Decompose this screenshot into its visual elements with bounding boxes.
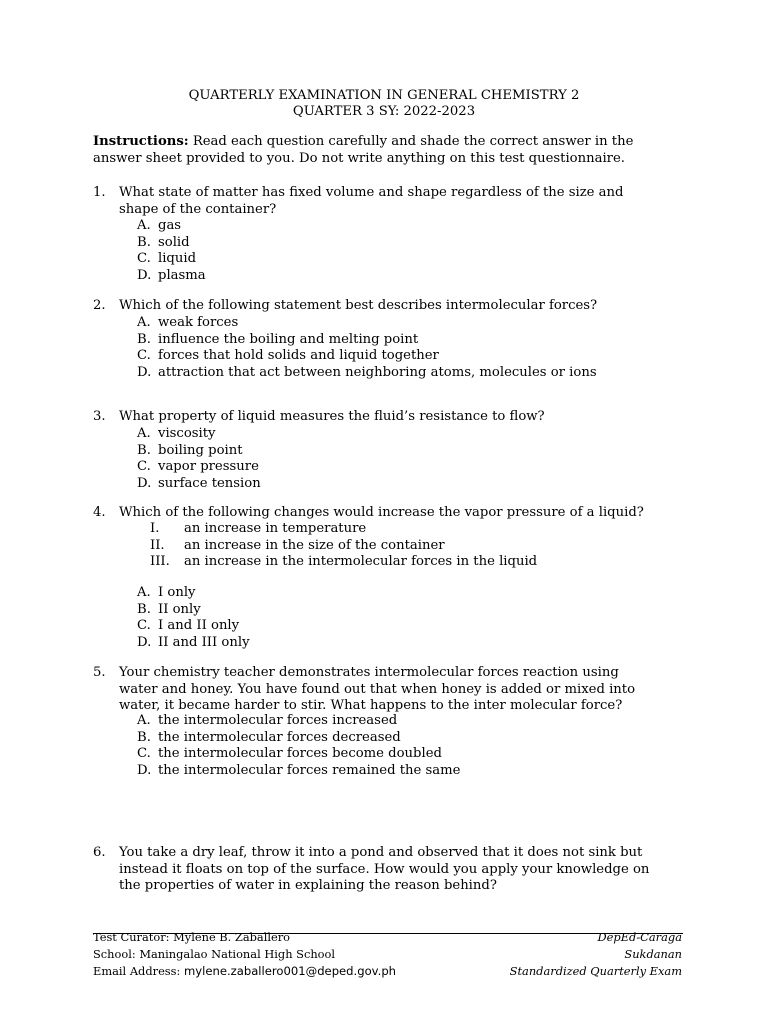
question-number: 1.: [93, 185, 106, 200]
footer-school: School: Maningalao National High School: [93, 947, 336, 961]
question-number: 3.: [93, 409, 106, 424]
exam-title: QUARTERLY EXAMINATION IN GENERAL CHEMISTRY 2: [188, 88, 580, 103]
option: B. boiling point: [137, 442, 243, 458]
question-text: What state of matter has fixed volume and shape regardless of the size and shape of the container?: [119, 185, 624, 217]
instructions: [93, 134, 663, 167]
option: C. forces that hold solids and liquid together: [137, 348, 439, 363]
footer-exam-type: Standardized Quarterly Exam: [509, 964, 682, 978]
question-options: [137, 713, 657, 779]
question-number: 5.: [93, 665, 106, 680]
option: A. I only: [137, 585, 196, 600]
question-text: Which of the following statement best describes intermolecular forces?: [119, 298, 598, 313]
question-text: You take a dry leaf, throw it into a pond and observed that it does not sink but instead it floats on top of the surface. How would you apply your knowledge on the properties of water in explaining the reason behind?: [119, 845, 650, 893]
option: A. viscosity: [137, 426, 216, 441]
footer-curator: Test Curator: Mylene B. Zaballero: [93, 930, 291, 944]
roman-list: [150, 521, 650, 571]
exam-quarter: QUARTER 3 SY: 2022-2023: [292, 104, 476, 119]
footer-email-label: Email Address:: [93, 964, 184, 978]
option: A. the intermolecular forces increased: [137, 713, 398, 728]
option: A. weak forces: [137, 315, 239, 330]
option: C. liquid: [137, 251, 197, 266]
footer-brand: Sukdanan: [624, 947, 682, 961]
question-text: Which of the following changes would increase the vapor pressure of a liquid?: [119, 505, 644, 520]
question-options: [137, 315, 657, 381]
option: D. surface tension: [137, 475, 261, 491]
question-options: [137, 426, 657, 492]
question-options: [137, 218, 657, 284]
footer-region: DepEd-Caraga: [597, 930, 682, 944]
question-number: 4.: [93, 505, 106, 520]
instructions-label: Instructions:: [93, 134, 189, 149]
question-options: [137, 585, 657, 651]
footer-email-line: [93, 963, 396, 980]
option: B. influence the boiling and melting point: [137, 331, 419, 347]
option: B. solid: [137, 234, 190, 250]
option: C. the intermolecular forces become doubled: [137, 746, 442, 761]
roman-item: II. an increase in the size of the container: [150, 537, 445, 553]
question-text: What property of liquid measures the fluid’s resistance to flow?: [119, 409, 545, 424]
option: D. II and III only: [137, 634, 250, 650]
instructions-text: Read each question carefully and shade the correct answer in the answer sheet provided to you. Do not write anything on this test questionnaire.: [93, 134, 634, 166]
option: D. the intermolecular forces remained the same: [137, 762, 461, 778]
option: B. II only: [137, 601, 201, 617]
roman-item: I. an increase in temperature: [150, 521, 367, 536]
option: D. plasma: [137, 267, 206, 283]
option: C. vapor pressure: [137, 459, 259, 474]
question-text: Your chemistry teacher demonstrates intermolecular forces reaction using water and honey. You have found out that when honey is added or mixed into water, it became harder to stir. What happens to the inter molecular force?: [119, 665, 636, 713]
question-number: 6.: [93, 845, 106, 860]
option: A. gas: [137, 218, 182, 233]
question-number: 2.: [93, 298, 106, 313]
roman-item: III. an increase in the intermolecular forces in the liquid: [150, 554, 538, 569]
option: B. the intermolecular forces decreased: [137, 729, 401, 745]
option: D. attraction that act between neighboring atoms, molecules or ions: [137, 364, 597, 380]
footer-email: mylene.zaballero001@deped.gov.ph: [183, 964, 397, 978]
option: C. I and II only: [137, 618, 240, 633]
